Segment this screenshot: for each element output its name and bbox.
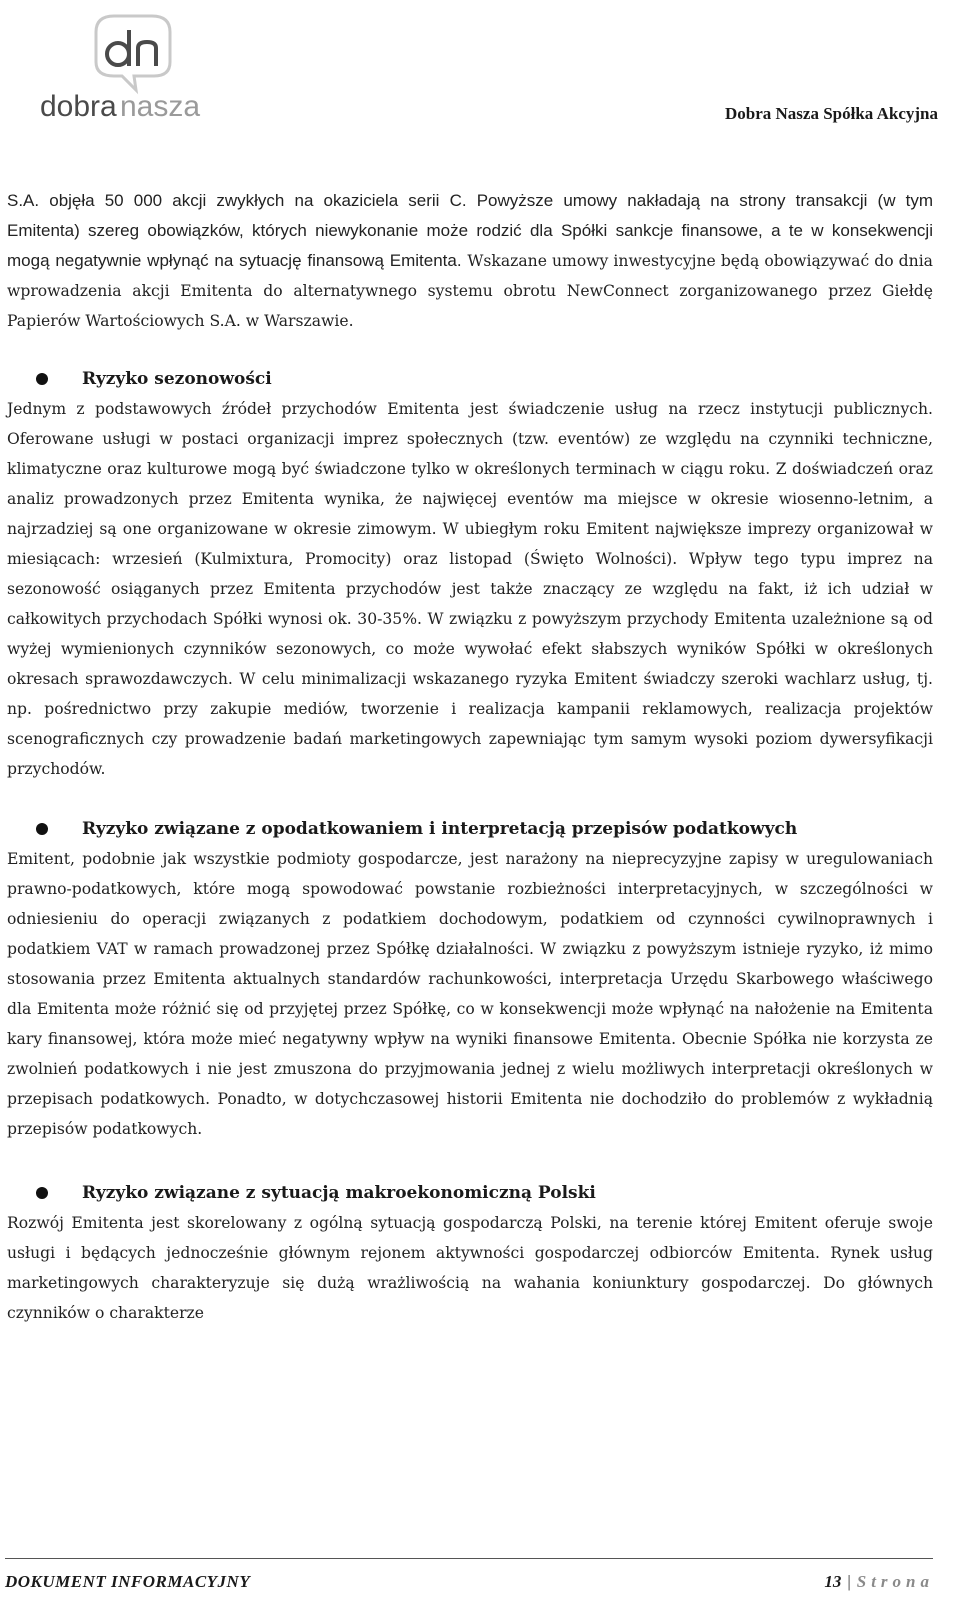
section-heading	[7, 814, 933, 844]
company-name: Dobra Nasza Spółka Akcyjna	[724, 104, 938, 123]
svg-text:nasza: nasza	[120, 90, 201, 123]
intro-continuation-text: Wskazane umowy inwestycyjne będą obowiązywać do dnia wprowadzenia akcji Emitenta do alternatywnego systemu obrotu NewConnect zorganizowanego przez Giełdę Papierów Wartościowych S.A. w Warszawie.	[7, 252, 933, 330]
section-heading	[7, 364, 933, 394]
section-paragraph: Emitent, podobnie jak wszystkie podmioty gospodarcze, jest narażony na nieprecyzyjne zapisy w uregulowaniach prawno-podatkowych, które mogą spowodować powstanie rozbieżności interpretacyjnych, w szczególności w odniesieniu do operacji związanych z podatkiem dochodowym, podatkiem od czynności cywilnoprawnych i podatkiem VAT w ramach prowadzonej przez Spółkę działalności. W związku z powyższym istnieje ryzyko, iż mimo stosowania przez Emitenta aktualnych standardów rachunkowości, interpretacja Urzędu Skarbowego właściwego dla Emitenta może różnić się od przyjętej przez Spółkę, co w konsekwencji może wpłynąć na nałożenie na Emitenta kary finansowej, która może mieć negatywny wpływ na wyniki finansowe Emitenta. Obecnie Spółka nie korzysta ze zwolnień podatkowych i nie jest zmuszona do przyjmowania jednej z wielu możliwych interpretacji określonych w przepisach podatkowych. Ponadto, w dotychczasowej historii Emitenta nie dochodziło do problemów z wykładnią przepisów podatkowych.	[7, 850, 933, 1138]
section-macroeconomic	[7, 1178, 933, 1328]
bullet-icon	[36, 373, 48, 385]
document-body	[7, 186, 933, 1328]
svg-text:dobra: dobra	[40, 90, 117, 123]
intro-lead-text: S.A. objęła 50 000 akcji zwykłych na okaziciela serii C. Powyższe umowy nakładają na strony transakcji (w tym Emitenta) szereg obowiązków, których niewykonanie może rodzić dla Spółki sankcje finansowe, a te w konsekwencji mogą negatywnie wpłynąć na sytuację finansową Emitenta.	[7, 191, 933, 270]
footer-page-info	[824, 1572, 934, 1592]
section-seasonality	[7, 364, 933, 784]
section-heading-text: Ryzyko sezonowości	[82, 369, 272, 389]
bullet-icon	[36, 823, 48, 835]
section-heading	[7, 1178, 933, 1208]
page-number: 13	[824, 1572, 842, 1591]
section-heading-text: Ryzyko związane z sytuacją makroekonomiczną Polski	[82, 1183, 596, 1203]
section-paragraph: Rozwój Emitenta jest skorelowany z ogólną sytuacją gospodarczą Polski, na terenie której Emitent oferuje swoje usługi i będących jednocześnie głównym rejonem aktywności gospodarczej odbiorców Emitenta. Rynek usług marketingowych charakteryzuje się dużą wrażliwością na wahania koniunktury gospodarczej. Do głównych czynników o charakterze	[7, 1214, 933, 1322]
section-paragraph: Jednym z podstawowych źródeł przychodów Emitenta jest świadczenie usług na rzecz instytucji publicznych. Oferowane usługi w postaci organizacji imprez społecznych (tzw. eventów) ze względu na czynniki techniczne, klimatyczne oraz kulturowe mogą być świadczone tylko w określonych terminach w ciągu roku. Z doświadczeń oraz analiz prowadzonych przez Emitenta wynika, że najwięcej eventów ma miejsce w okresie wiosenno-letnim, a najrzadziej są one organizowane w okresie zimowym. W ubiegłym roku Emitent największe imprezy organizował w miesiącach: wrzesień (Kulmixtura, Promocity) oraz listopad (Święto Wolności). Wpływ tego typu imprez na sezonowość osiąganych przez Emitenta przychodów jest także znaczący ze względu na fakt, iż ich udział w całkowitych przychodach Spółki wynosi ok. 30-35%. W związku z powyższym przychody Emitenta uzależnione są od wyżej wymienionych czynników sezonowych, co może wywołać efekt słabszych wyników Spółki w określonych okresach sprawozdawczych. W celu minimalizacji wskazanego ryzyka Emitent świadczy szeroki wachlarz usług, tj. np. pośrednictwo przy zakupie mediów, tworzenie i realizacja kampanii reklamowych, realizacja projektów scenograficznych czy prowadzenie badań marketingowych zapewniając tym samym wysoki poziom dywersyfikacji przychodów.	[7, 400, 933, 778]
footer-divider	[5, 1558, 933, 1559]
footer-separator: |	[847, 1572, 851, 1591]
section-taxation	[7, 814, 933, 1144]
company-logo	[38, 10, 228, 130]
intro-paragraph	[7, 186, 933, 336]
footer-document-label: DOKUMENT INFORMACYJNY	[5, 1572, 251, 1591]
page-word: Strona	[856, 1572, 934, 1591]
bullet-icon	[36, 1187, 48, 1199]
logo-graphic	[38, 10, 228, 130]
section-heading-text: Ryzyko związane z opodatkowaniem i interpretacją przepisów podatkowych	[82, 819, 798, 839]
